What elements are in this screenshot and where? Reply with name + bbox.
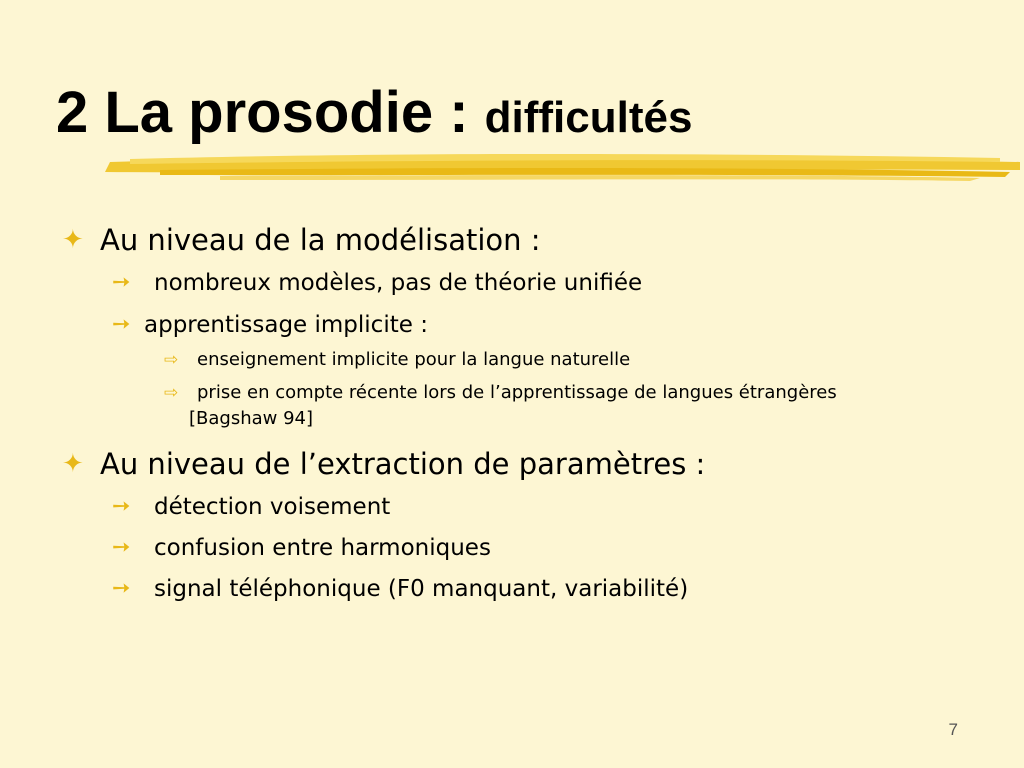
subbullet-modeles	[112, 268, 642, 298]
subbullet-apprentissage	[112, 310, 428, 340]
subbullet-text: détection voisement	[154, 494, 391, 520]
four-pointed-star-icon: ✦	[62, 449, 84, 479]
bullet-text: Au niveau de l’extraction de paramètres :	[100, 447, 706, 481]
bullet-text: Au niveau de la modélisation :	[100, 223, 541, 257]
subsubbullet-prise-en-compte	[164, 381, 837, 405]
page-number: 7	[948, 720, 958, 739]
right-arrow-icon: ➙	[112, 576, 131, 601]
subbullet-voisement	[112, 492, 390, 522]
subbullet-text: nombreux modèles, pas de théorie unifiée	[154, 270, 643, 296]
subbullet-text: signal téléphonique (F0 manquant, variabilité)	[154, 576, 689, 602]
bullet-extraction	[62, 446, 705, 482]
subsubbullet-citation	[189, 407, 313, 431]
subbullet-text: apprentissage implicite :	[144, 312, 428, 338]
subbullet-text: confusion entre harmoniques	[154, 535, 491, 561]
subsubbullet-enseignement	[164, 348, 630, 372]
bullet-modelisation	[62, 222, 541, 258]
highlighter-stroke	[100, 148, 1024, 188]
right-arrow-icon: ➙	[112, 312, 131, 337]
right-arrow-icon: ➙	[112, 494, 131, 519]
title-emphasis: difficultés	[484, 93, 693, 142]
title-main: 2 La prosodie :	[56, 80, 485, 145]
subsubbullet-text: prise en compte récente lors de l’apprentissage de langues étrangères	[197, 382, 837, 403]
outline-right-arrow-icon: ⇨	[164, 383, 179, 403]
subbullet-signal	[112, 574, 688, 604]
subbullet-harmoniques	[112, 533, 491, 563]
right-arrow-icon: ➙	[112, 270, 131, 295]
slide-title	[56, 78, 692, 153]
outline-right-arrow-icon: ⇨	[164, 350, 179, 370]
subsubbullet-text: enseignement implicite pour la langue naturelle	[197, 349, 631, 370]
four-pointed-star-icon: ✦	[62, 225, 84, 255]
citation-text: [Bagshaw 94]	[189, 408, 314, 429]
right-arrow-icon: ➙	[112, 535, 131, 560]
